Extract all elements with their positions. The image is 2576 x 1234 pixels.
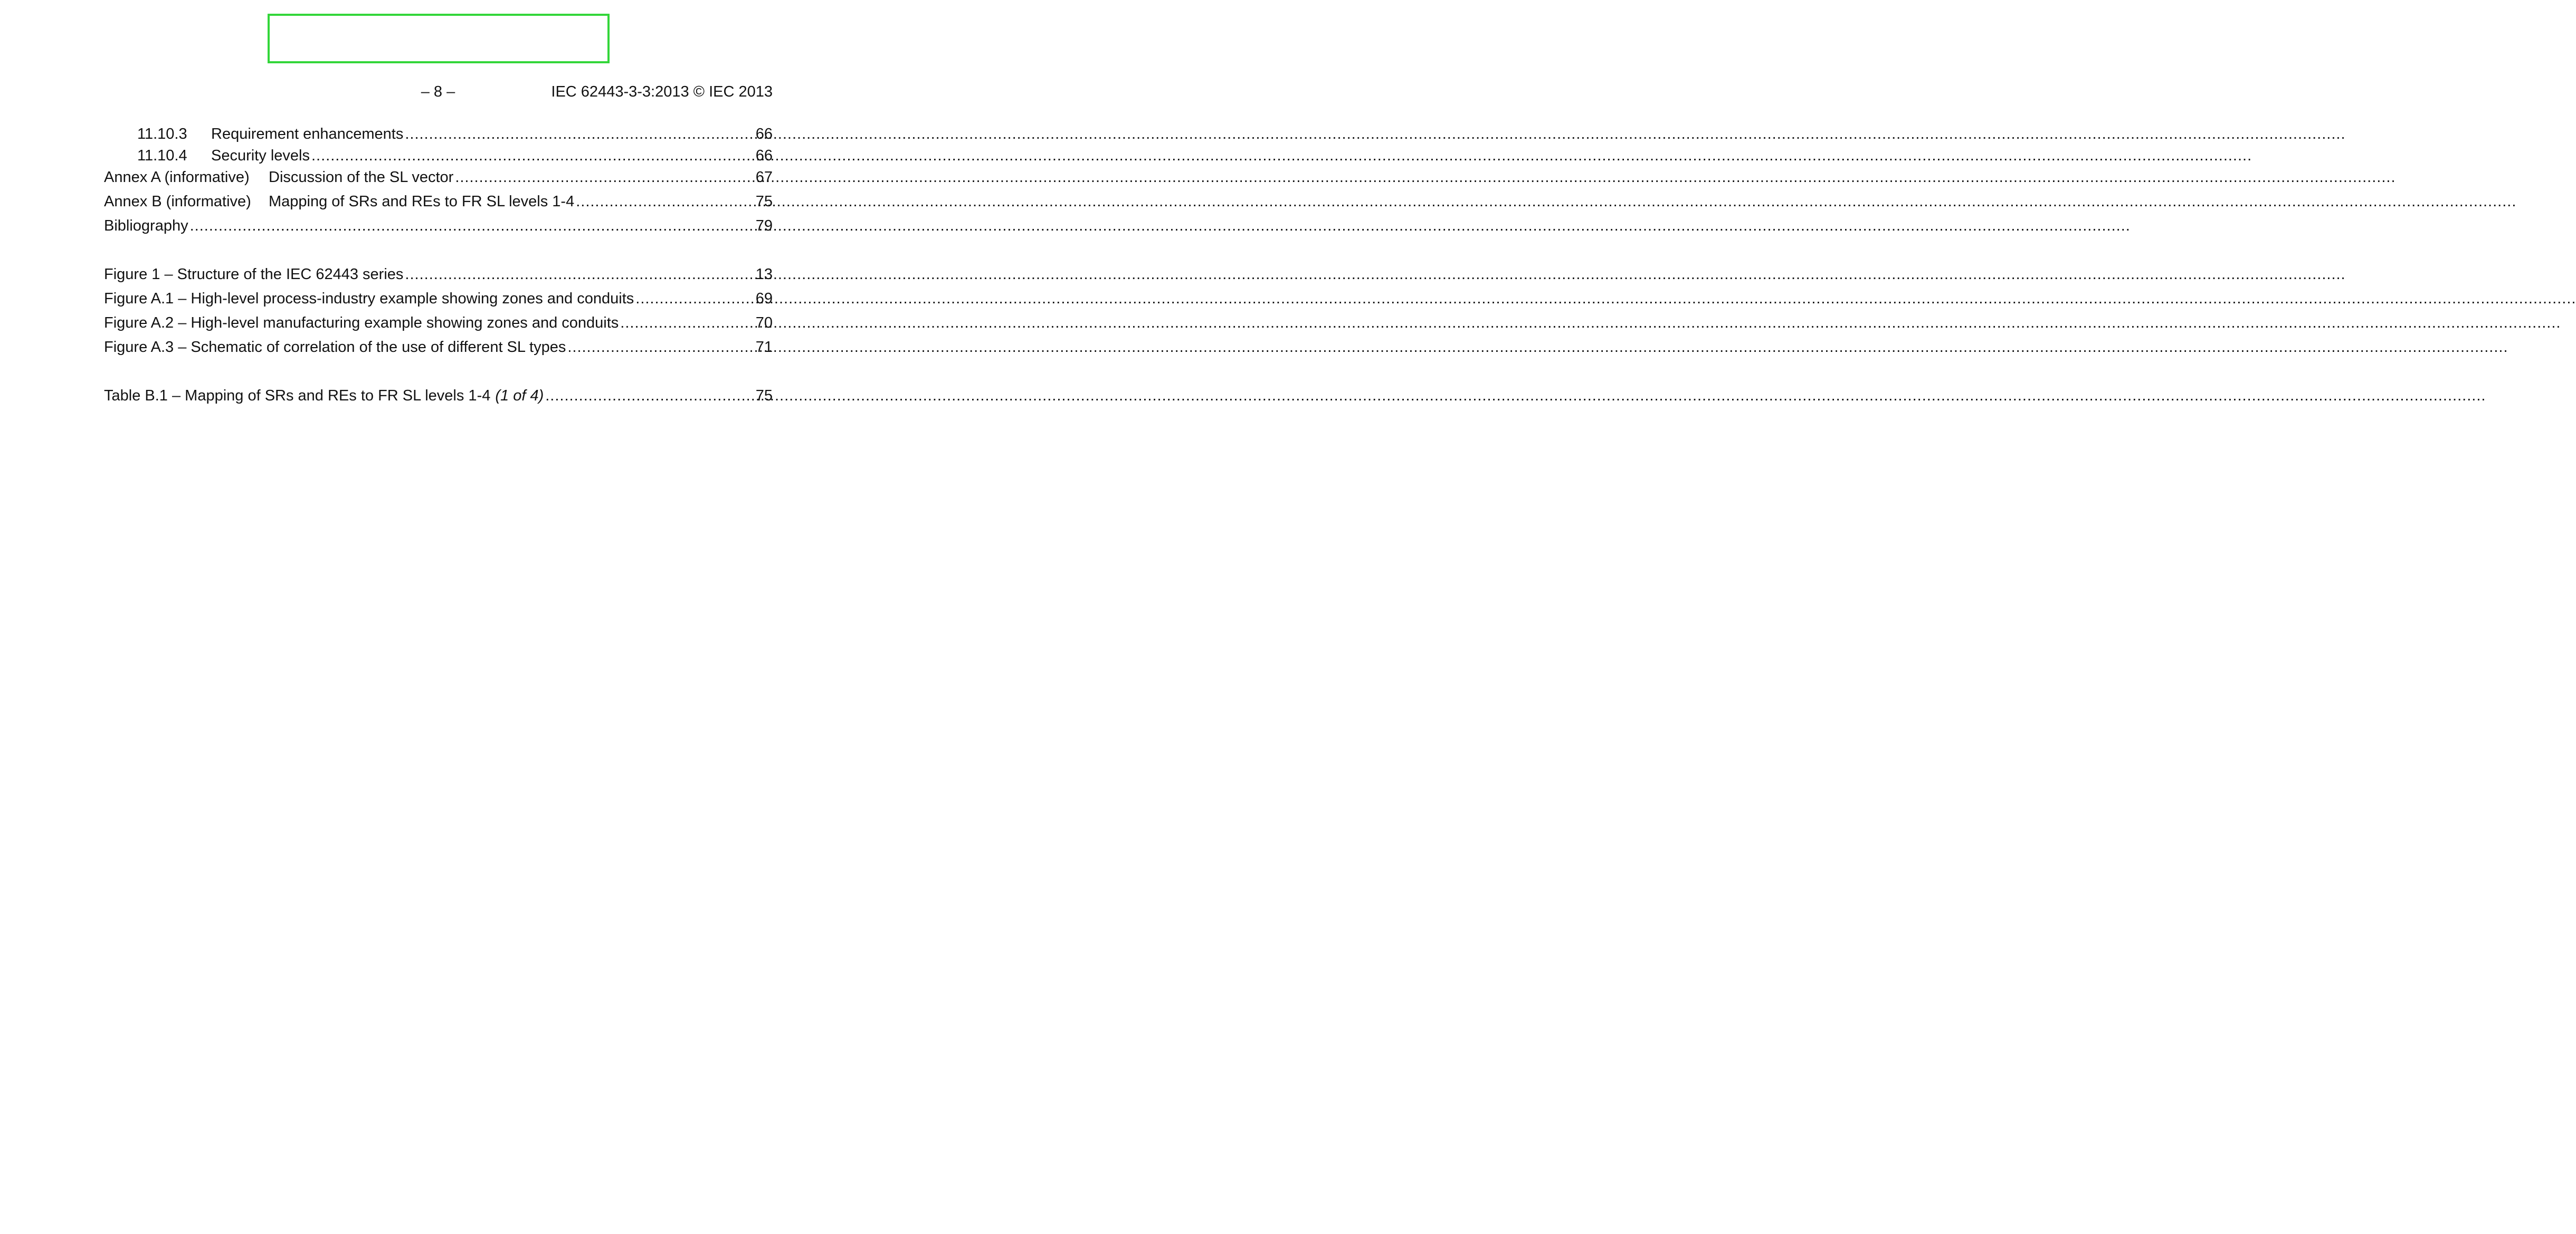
toc-entry-title: Security levels (211, 147, 310, 164)
annex-label: Annex B (informative) (104, 193, 251, 210)
toc-entry-page: 66 (755, 126, 773, 142)
toc-entry-number: 11.10.3 (137, 126, 187, 142)
dot-leader (567, 337, 754, 358)
dot-leader (455, 167, 754, 188)
dot-leader (545, 385, 754, 406)
dot-leader (405, 264, 754, 285)
toc-entry-page: 66 (755, 147, 773, 164)
annex-title: Discussion of the SL vector (269, 169, 454, 186)
dot-leader (620, 312, 754, 333)
document-reference: IEC 62443-3-3:2013 © IEC 2013 (551, 83, 773, 100)
figure-page: 69 (755, 290, 773, 307)
page-number: – 8 – (421, 83, 455, 100)
figure-list-entry[interactable] (104, 337, 773, 358)
toc-bibliography-entry[interactable] (104, 215, 773, 236)
toc-entry[interactable] (137, 123, 773, 145)
figure-list-entry[interactable] (104, 264, 773, 285)
annex-label: Annex A (informative) (104, 169, 250, 186)
figure-title: Figure A.1 – High-level process-industry example showing zones and conduits (104, 290, 634, 307)
toc-entry-number: 11.10.4 (137, 147, 187, 164)
annex-page: 67 (755, 169, 773, 186)
figure-title: Figure A.2 – High-level manufacturing example showing zones and conduits (104, 314, 619, 331)
table-list-entry[interactable] (104, 385, 773, 406)
toc-annex-entry[interactable] (104, 167, 773, 188)
highlight-box (268, 14, 610, 63)
figure-title: Figure 1 – Structure of the IEC 62443 series (104, 266, 404, 283)
table-title-suffix: (1 of 4) (495, 387, 544, 404)
figure-title: Figure A.3 – Schematic of correlation of the use of different SL types (104, 339, 566, 356)
toc-entry[interactable] (137, 145, 773, 166)
dot-leader (190, 215, 754, 236)
figure-page: 70 (755, 314, 773, 331)
annex-title: Mapping of SRs and REs to FR SL levels 1-4 (269, 193, 575, 210)
page-header (0, 81, 873, 102)
figure-list-entry[interactable] (104, 312, 773, 333)
bibliography-page: 79 (755, 217, 773, 234)
dot-leader (405, 123, 754, 145)
dot-leader (311, 145, 754, 166)
figure-page: 13 (755, 266, 773, 283)
dot-leader (635, 288, 754, 309)
toc-annex-entry[interactable] (104, 191, 773, 212)
bibliography-title: Bibliography (104, 217, 188, 234)
toc-entry-title: Requirement enhancements (211, 126, 404, 142)
figure-list-entry[interactable] (104, 288, 773, 309)
table-title: Table B.1 – Mapping of SRs and REs to FR SL levels 1-4 (104, 387, 491, 404)
figure-page: 71 (755, 339, 773, 356)
table-page: 75 (755, 387, 773, 404)
dot-leader (576, 191, 754, 212)
annex-page: 75 (755, 193, 773, 210)
